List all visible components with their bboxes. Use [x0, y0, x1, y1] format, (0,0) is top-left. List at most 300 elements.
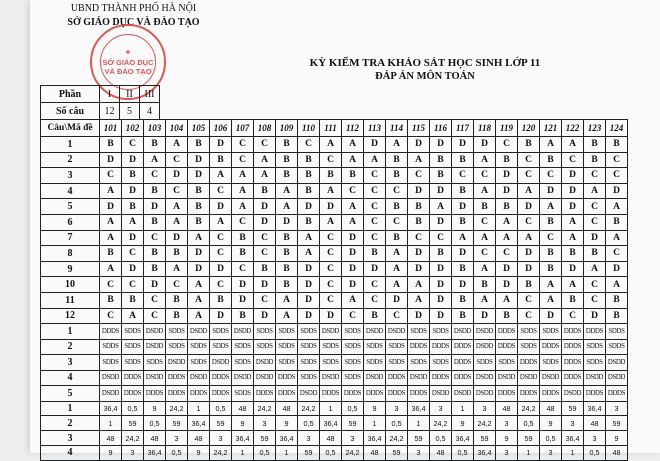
question-number: 10 — [41, 277, 100, 293]
answer-cell: D — [342, 230, 364, 246]
answer-cell: 59 — [166, 416, 188, 431]
answer-cell: C — [166, 277, 188, 293]
question-number: 9 — [41, 261, 100, 277]
answer-cell: 3 — [210, 431, 232, 446]
answer-cell: 36,4 — [276, 431, 298, 446]
answer-cell: 9 — [144, 401, 166, 416]
answer-cell: D — [496, 168, 518, 184]
answer-cell: DSDD — [166, 355, 188, 371]
exam-code-header: 106 — [210, 120, 232, 137]
answer-cell: C — [122, 137, 144, 153]
answer-cell: DDDS — [430, 339, 452, 355]
question-number: 2 — [41, 416, 100, 431]
exam-code-header: 104 — [166, 120, 188, 137]
answer-cell: B — [122, 168, 144, 184]
answer-cell: A — [408, 277, 430, 293]
answer-cell: D — [430, 277, 452, 293]
exam-code-header: 119 — [496, 120, 518, 137]
answer-cell: C — [430, 230, 452, 246]
answer-cell: D — [188, 246, 210, 262]
answer-cell: B — [232, 230, 254, 246]
answer-cell: A — [518, 230, 540, 246]
answer-cell: D — [254, 277, 276, 293]
answer-cell: SDDS — [606, 324, 628, 340]
answer-cell: B — [606, 292, 628, 308]
answer-cell: DDDS — [144, 386, 166, 402]
exam-code-header: 101 — [100, 120, 122, 137]
answer-cell: 0,5 — [254, 446, 276, 461]
answer-cell: C — [320, 246, 342, 262]
answer-cell: 1 — [276, 446, 298, 461]
answer-cell: SDDS — [364, 339, 386, 355]
answer-cell: B — [452, 214, 474, 230]
answer-cell: D — [408, 261, 430, 277]
answer-cell: 36,4 — [320, 416, 342, 431]
answer-cell: C — [562, 308, 584, 324]
answer-cell: B — [298, 183, 320, 199]
answer-cell: 59 — [606, 416, 628, 431]
exam-code-header: 114 — [386, 120, 408, 137]
answer-cell: D — [408, 308, 430, 324]
answer-cell: SDDS — [100, 355, 122, 371]
answer-cell: SDDS — [254, 324, 276, 340]
answer-cell: SDDS — [364, 355, 386, 371]
numeric-answer-row — [41, 401, 628, 416]
answer-cell: B — [452, 183, 474, 199]
answer-cell: D — [122, 230, 144, 246]
question-number: 1 — [41, 324, 100, 340]
answer-cell: SDDS — [298, 370, 320, 386]
answer-cell: B — [342, 168, 364, 184]
department-name: SỞ GIÁO DỤC VÀ ĐÀO TẠO — [67, 17, 200, 28]
answer-cell: D — [518, 261, 540, 277]
answer-cell: DDDS — [364, 386, 386, 402]
answer-cell: C — [254, 137, 276, 153]
answer-cell: 59 — [342, 416, 364, 431]
answer-cell: D — [210, 261, 232, 277]
answer-cell: D — [298, 308, 320, 324]
answer-cell: A — [562, 277, 584, 293]
answer-cell: B — [144, 246, 166, 262]
question-number: 1 — [41, 401, 100, 416]
answer-cell: B — [188, 214, 210, 230]
answer-cell: DDDS — [452, 355, 474, 371]
answer-cell: C — [386, 214, 408, 230]
exam-code-header: 118 — [474, 120, 496, 137]
part-count: 12 — [100, 103, 120, 120]
answer-cell: A — [100, 230, 122, 246]
numeric-answer-row — [41, 416, 628, 431]
answer-cell: 3 — [122, 446, 144, 461]
answer-cell: 24,2 — [518, 401, 540, 416]
answer-cell: 36,4 — [452, 431, 474, 446]
answer-cell: DSDD — [474, 339, 496, 355]
answer-cell: D — [474, 137, 496, 153]
answer-cell: DSDD — [100, 370, 122, 386]
answer-cell: 48 — [232, 401, 254, 416]
answer-cell: A — [320, 137, 342, 153]
answer-cell: C — [254, 246, 276, 262]
mc-answer-row — [41, 261, 628, 277]
answer-cell: A — [144, 152, 166, 168]
answer-sheet-page — [30, 0, 660, 459]
answer-cell: 36,4 — [232, 431, 254, 446]
answer-cell: C — [606, 168, 628, 184]
answer-cell: C — [100, 168, 122, 184]
answer-cell: SDDS — [254, 339, 276, 355]
parts-label: Phần — [41, 86, 100, 103]
answer-cell: 9 — [606, 431, 628, 446]
answer-cell: A — [342, 199, 364, 215]
answer-cell: 0,5 — [430, 431, 452, 446]
answer-cell: A — [540, 277, 562, 293]
answer-cell: A — [342, 152, 364, 168]
answer-cell: DDDS — [276, 386, 298, 402]
answer-cell: A — [100, 183, 122, 199]
answer-cell: DSDD — [606, 370, 628, 386]
answer-cell: DDDS — [276, 370, 298, 386]
mc-answer-row — [41, 168, 628, 184]
answer-cell: A — [606, 199, 628, 215]
numeric-answer-row — [41, 431, 628, 446]
answer-cell: 48 — [430, 446, 452, 461]
answer-cell: C — [100, 308, 122, 324]
parts-count-row — [41, 103, 160, 120]
question-number: 8 — [41, 246, 100, 262]
answer-cell: C — [122, 246, 144, 262]
answer-cell: DSDD — [584, 370, 606, 386]
answer-cell: A — [540, 199, 562, 215]
answer-cell: DDDS — [496, 324, 518, 340]
answer-cell: A — [100, 261, 122, 277]
answer-cell: SDDS — [518, 339, 540, 355]
answer-cell: C — [584, 168, 606, 184]
answer-cell: C — [562, 152, 584, 168]
answer-cell: DSDD — [386, 324, 408, 340]
answer-cell: B — [188, 183, 210, 199]
answer-cell: 36,4 — [188, 416, 210, 431]
tf-answer-row — [41, 386, 628, 402]
answer-cell: C — [364, 277, 386, 293]
answer-cell: D — [584, 230, 606, 246]
answer-cell: B — [452, 152, 474, 168]
answer-cell: DSDD — [188, 370, 210, 386]
question-number: 5 — [41, 386, 100, 402]
parts-name-row — [41, 86, 160, 103]
answer-cell: 3 — [408, 446, 430, 461]
answer-cell: 24,2 — [342, 446, 364, 461]
answer-cell: A — [386, 137, 408, 153]
count-label: Số câu — [41, 103, 100, 120]
exam-code-header: 117 — [452, 120, 474, 137]
answer-cell: D — [430, 214, 452, 230]
answer-cell: D — [518, 199, 540, 215]
answer-cell: DDDS — [254, 386, 276, 402]
tf-answer-row — [41, 324, 628, 340]
answer-cell: B — [562, 246, 584, 262]
answer-cell: B — [364, 308, 386, 324]
answer-cell: C — [166, 152, 188, 168]
answer-cell: D — [122, 152, 144, 168]
exam-code-header: 109 — [276, 120, 298, 137]
answer-cell: B — [144, 137, 166, 153]
answer-cell: D — [254, 308, 276, 324]
answer-cell: 9 — [540, 416, 562, 431]
answer-cell: D — [562, 183, 584, 199]
answer-cell: 59 — [408, 431, 430, 446]
mc-answer-row — [41, 292, 628, 308]
answer-cell: D — [606, 261, 628, 277]
answer-cell: B — [320, 168, 342, 184]
answer-cell: C — [342, 183, 364, 199]
answer-cell: C — [386, 183, 408, 199]
answer-cell: SDDS — [210, 324, 232, 340]
answer-cell: SDDS — [144, 355, 166, 371]
answer-cell: SDDS — [210, 339, 232, 355]
title-block — [235, 56, 615, 84]
answer-cell: A — [408, 152, 430, 168]
answer-cell: D — [276, 214, 298, 230]
answer-cell: B — [122, 199, 144, 215]
answer-cell: B — [606, 214, 628, 230]
answer-cell: B — [474, 277, 496, 293]
answer-cell: 59 — [562, 401, 584, 416]
mc-answer-row — [41, 137, 628, 153]
answer-cell: B — [210, 292, 232, 308]
answer-cell: 36,4 — [144, 446, 166, 461]
answer-cell: B — [496, 308, 518, 324]
answer-cell: 59 — [210, 416, 232, 431]
answer-cell: A — [606, 230, 628, 246]
answer-cell: 36,4 — [100, 401, 122, 416]
mc-answer-row — [41, 230, 628, 246]
answer-cell: B — [386, 168, 408, 184]
answer-cell: D — [562, 199, 584, 215]
answer-cell: 3 — [298, 431, 320, 446]
answer-cell: DDDS — [408, 339, 430, 355]
answer-cell: SDDS — [518, 324, 540, 340]
answer-cell: C — [100, 277, 122, 293]
answer-cell: 24,2 — [430, 416, 452, 431]
answer-cell: DDDS — [210, 386, 232, 402]
answer-cell: D — [452, 137, 474, 153]
answer-cell: D — [408, 246, 430, 262]
answer-cell: B — [540, 261, 562, 277]
answer-cell: 1 — [320, 401, 342, 416]
answer-cell: C — [584, 214, 606, 230]
answer-cell: B — [276, 277, 298, 293]
answer-cell: B — [144, 183, 166, 199]
answer-cell: A — [320, 183, 342, 199]
question-number: 4 — [41, 370, 100, 386]
answer-cell: B — [276, 137, 298, 153]
answer-cell: C — [606, 152, 628, 168]
answer-cell: 36,4 — [562, 431, 584, 446]
answer-cell: DDDS — [562, 370, 584, 386]
answer-cell: DDDS — [122, 386, 144, 402]
answer-cell: 48 — [364, 446, 386, 461]
answer-cell: 24,2 — [166, 401, 188, 416]
answer-cell: C — [584, 292, 606, 308]
corner-header: Câu\Mã đề — [41, 120, 100, 137]
answer-cell: C — [496, 137, 518, 153]
answer-cell: C — [144, 168, 166, 184]
stamp-text-line1: SỞ GIÁO DỤC — [102, 57, 154, 67]
answer-cell: D — [188, 261, 210, 277]
answer-cell: C — [210, 230, 232, 246]
answer-cell: C — [210, 277, 232, 293]
answer-cell: DDDS — [452, 370, 474, 386]
answer-cell: A — [496, 214, 518, 230]
exam-code-header: 120 — [518, 120, 540, 137]
answer-cell: C — [540, 168, 562, 184]
answer-cell: D — [408, 183, 430, 199]
answer-cell: A — [188, 277, 210, 293]
answer-cell: DDDS — [386, 370, 408, 386]
answer-cell: 3 — [540, 446, 562, 461]
answer-cell: B — [540, 246, 562, 262]
answer-cell: 59 — [122, 416, 144, 431]
answer-cell: DSDD — [254, 370, 276, 386]
question-number: 12 — [41, 308, 100, 324]
answer-cell: 3 — [496, 416, 518, 431]
answer-cell: A — [342, 292, 364, 308]
answer-cell: SDDS — [584, 355, 606, 371]
answer-cell: 3 — [254, 416, 276, 431]
answer-cell: A — [584, 261, 606, 277]
code-header-row — [41, 120, 628, 137]
answer-key-table — [40, 119, 628, 461]
answer-cell: B — [430, 246, 452, 262]
answer-cell: D — [408, 137, 430, 153]
answer-cell: 59 — [474, 431, 496, 446]
answer-cell: D — [364, 261, 386, 277]
answer-cell: 36,4 — [584, 401, 606, 416]
answer-cell: B — [518, 137, 540, 153]
answer-cell: SDDS — [232, 386, 254, 402]
answer-cell: C — [144, 230, 166, 246]
answer-cell: SDDS — [122, 324, 144, 340]
answer-cell: 48 — [100, 431, 122, 446]
question-number: 11 — [41, 292, 100, 308]
answer-cell: 24,2 — [298, 401, 320, 416]
answer-cell: 59 — [518, 431, 540, 446]
answer-cell: C — [452, 168, 474, 184]
answer-cell: D — [430, 137, 452, 153]
answer-cell: 3 — [474, 401, 496, 416]
answer-cell: DSDD — [562, 386, 584, 402]
answer-cell: C — [606, 246, 628, 262]
answer-cell: DSDD — [188, 324, 210, 340]
answer-cell: 0,5 — [452, 446, 474, 461]
exam-code-header: 113 — [364, 120, 386, 137]
answer-cell: D — [386, 292, 408, 308]
answer-cell: DSDD — [298, 386, 320, 402]
answer-cell: B — [386, 199, 408, 215]
answer-cell: D — [232, 292, 254, 308]
answer-cell: D — [452, 199, 474, 215]
answer-cell: D — [452, 246, 474, 262]
answer-cell: 48 — [276, 401, 298, 416]
answer-cell: C — [144, 292, 166, 308]
answer-cell: A — [232, 199, 254, 215]
answer-cell: B — [276, 168, 298, 184]
answer-cell: D — [430, 183, 452, 199]
answer-cell: D — [452, 277, 474, 293]
answer-cell: C — [166, 183, 188, 199]
answer-cell: DSDD — [606, 355, 628, 371]
answer-cell: A — [342, 214, 364, 230]
answer-cell: SDDS — [276, 339, 298, 355]
answer-cell: D — [188, 152, 210, 168]
answer-cell: C — [254, 230, 276, 246]
exam-code-header: 112 — [342, 120, 364, 137]
exam-subtitle: ĐÁP ÁN MÔN TOÁN — [375, 71, 475, 82]
answer-cell: D — [540, 308, 562, 324]
answer-cell: SDDS — [386, 339, 408, 355]
answer-cell: B — [276, 230, 298, 246]
answer-cell: DSDD — [496, 370, 518, 386]
mc-answer-row — [41, 214, 628, 230]
answer-cell: SDDS — [584, 339, 606, 355]
answer-cell: 48 — [188, 431, 210, 446]
answer-cell: D — [210, 199, 232, 215]
answer-cell: SDDS — [342, 339, 364, 355]
answer-cell: DDDS — [210, 370, 232, 386]
part-name: I — [100, 86, 120, 103]
answer-cell: A — [562, 230, 584, 246]
answer-cell: 59 — [386, 446, 408, 461]
answer-cell: A — [276, 292, 298, 308]
answer-cell: A — [496, 230, 518, 246]
answer-cell: B — [276, 246, 298, 262]
answer-cell: SDDS — [320, 339, 342, 355]
answer-cell: SDDS — [342, 355, 364, 371]
answer-cell: A — [276, 199, 298, 215]
exam-code-header: 107 — [232, 120, 254, 137]
answer-cell: C — [254, 292, 276, 308]
answer-cell: 36,4 — [408, 401, 430, 416]
answer-cell: 0,5 — [166, 446, 188, 461]
answer-cell: C — [320, 261, 342, 277]
exam-title: KỲ KIỂM TRA KHẢO SÁT HỌC SINH LỚP 11 — [309, 57, 541, 69]
answer-cell: A — [188, 292, 210, 308]
answer-cell: DSDD — [474, 324, 496, 340]
exam-code-header: 102 — [122, 120, 144, 137]
answer-cell: DDDS — [518, 386, 540, 402]
answer-cell: C — [122, 277, 144, 293]
answer-cell: B — [100, 292, 122, 308]
tf-answer-row — [41, 355, 628, 371]
answer-cell: 48 — [540, 401, 562, 416]
answer-cell: A — [232, 168, 254, 184]
answer-cell: D — [254, 214, 276, 230]
answer-cell: SDDS — [188, 355, 210, 371]
answer-cell: B — [474, 199, 496, 215]
answer-cell: DSDD — [144, 370, 166, 386]
answer-cell: SDDS — [122, 355, 144, 371]
exam-code-header: 121 — [540, 120, 562, 137]
answer-cell: SDDS — [166, 339, 188, 355]
answer-cell: A — [254, 168, 276, 184]
answer-cell: A — [386, 277, 408, 293]
answer-cell: B — [408, 214, 430, 230]
answer-cell: A — [474, 183, 496, 199]
answer-cell: SDDS — [100, 339, 122, 355]
exam-code-header: 124 — [606, 120, 628, 137]
answer-cell: C — [210, 183, 232, 199]
answer-cell: C — [474, 214, 496, 230]
